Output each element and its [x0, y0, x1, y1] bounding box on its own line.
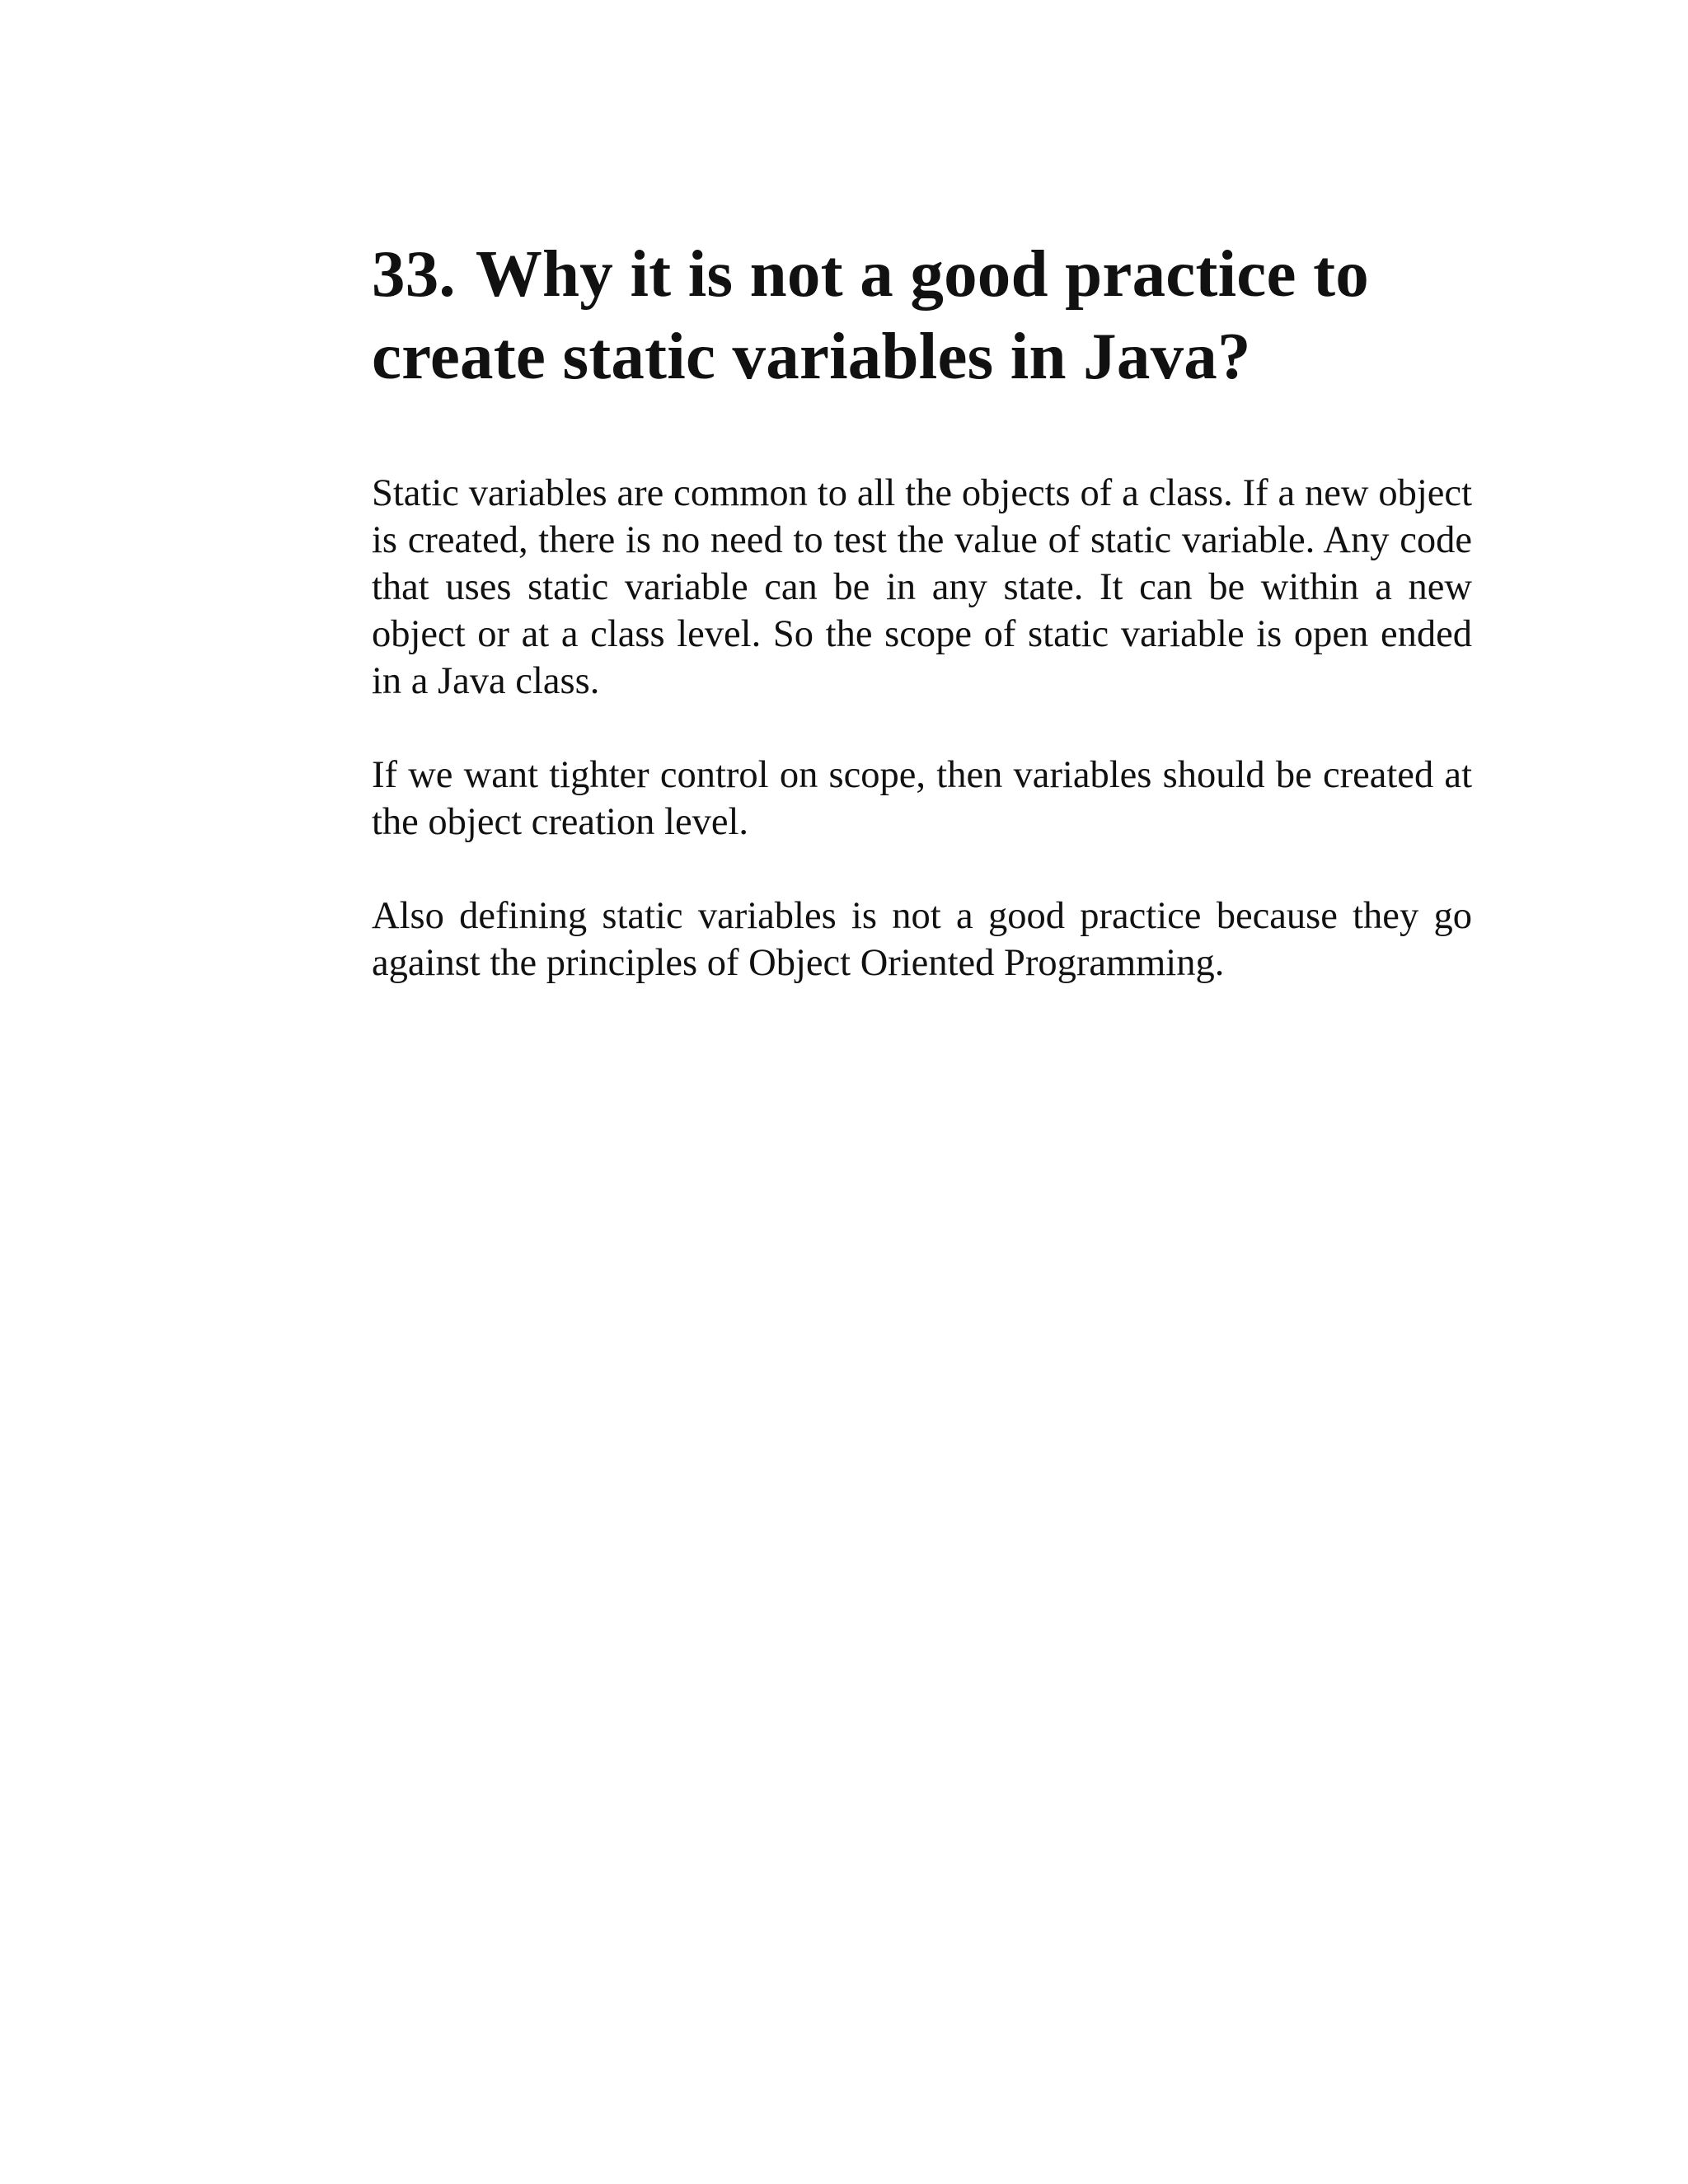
answer-paragraph-3: Also defining static variables is not a good practice because they go against the principles of Object Oriented Programming. — [372, 895, 1472, 984]
answer-paragraph-2: If we want tighter control on scope, then variables should be created at the object creation level. — [372, 754, 1472, 843]
answer-paragraph-1: Static variables are common to all the objects of a class. If a new object is created, there is no need to test the value of static variable. Any code that uses static variable can be in any state. It can be within a new object or at a class level. So the scope of static variable is open ended in a Java class. — [372, 472, 1472, 702]
question-heading — [372, 232, 1472, 397]
question-number: 33. — [372, 237, 456, 311]
page-content — [372, 232, 1472, 987]
question-title: Why it is not a good practice to create static variables in Java? — [372, 237, 1369, 393]
